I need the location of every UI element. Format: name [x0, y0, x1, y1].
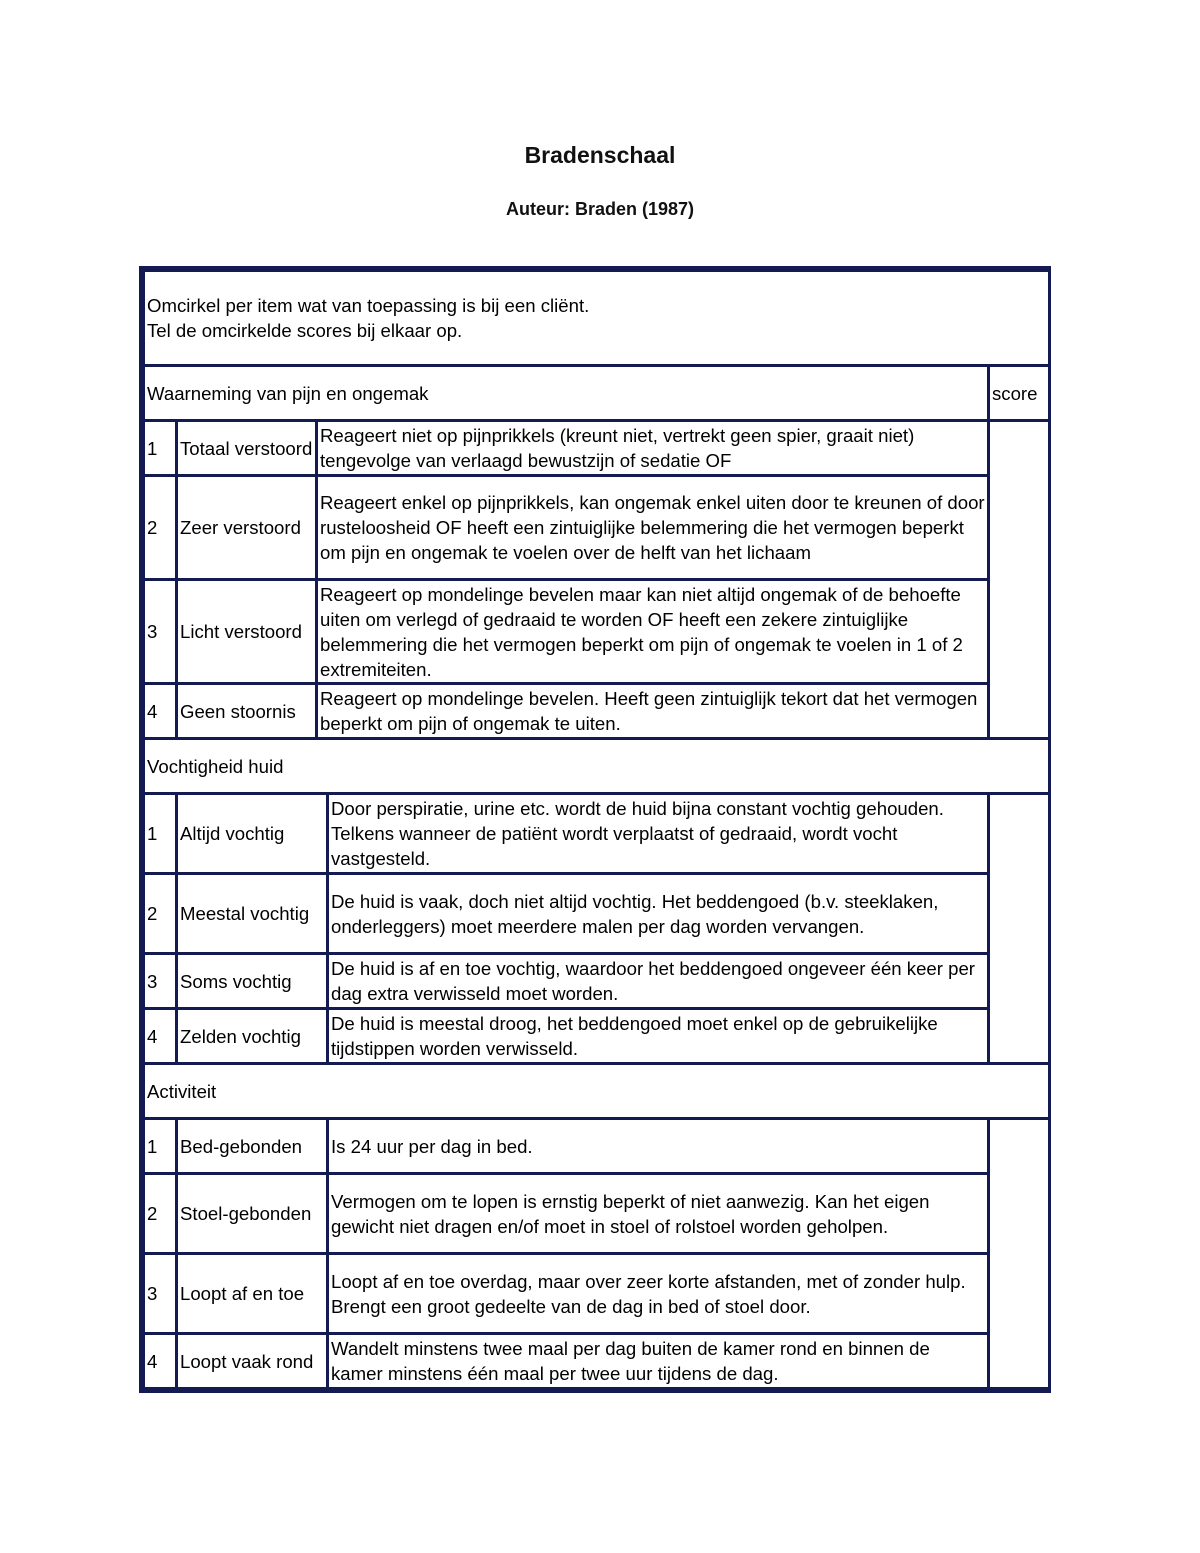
table-row — [144, 580, 1050, 684]
item-label: Geen stoornis — [177, 684, 317, 739]
braden-scale-table-frame — [139, 266, 1051, 1393]
item-description: Reageert op mondelinge bevelen maar kan niet altijd ongemak of de behoefte uiten om verlegd of gedraaid te worden OF heeft een zekere zintuiglijke belemmering die het vermogen beperkt om pijn of ongemak te voelen in 1 of 2 extremiteiten. — [317, 580, 989, 684]
section-header-row — [144, 366, 1050, 421]
table-row — [144, 874, 1050, 954]
item-description: De huid is meestal droog, het beddengoed moet enkel op de gebruikelijke tijdstippen worden verwisseld. — [328, 1009, 989, 1064]
item-label: Totaal verstoord — [177, 421, 317, 476]
table-row — [144, 1119, 1050, 1174]
score-cell-pain[interactable] — [989, 421, 1050, 739]
item-description: Vermogen om te lopen is ernstig beperkt of niet aanwezig. Kan het eigen gewicht niet dragen en/of moet in stoel of rolstoel worden geholpen. — [328, 1174, 989, 1254]
item-number: 3 — [144, 1254, 177, 1334]
item-number: 1 — [144, 421, 177, 476]
item-number: 2 — [144, 1174, 177, 1254]
score-cell-moisture[interactable] — [989, 794, 1050, 1064]
table-row — [144, 954, 1050, 1009]
item-number: 4 — [144, 1334, 177, 1389]
table-row — [144, 1174, 1050, 1254]
section-title-activity: Activiteit — [144, 1064, 1050, 1119]
section-header-row — [144, 739, 1050, 794]
instruction-line-1: Omcirkel per item wat van toepassing is bij een cliënt. — [147, 295, 590, 316]
item-number: 2 — [144, 476, 177, 580]
section-title-moisture: Vochtigheid huid — [144, 739, 1050, 794]
section-header-row — [144, 1064, 1050, 1119]
item-label: Zeer verstoord — [177, 476, 317, 580]
item-label: Bed-gebonden — [177, 1119, 328, 1174]
score-column-header: score — [989, 366, 1050, 421]
item-label: Soms vochtig — [177, 954, 328, 1009]
item-description: De huid is vaak, doch niet altijd vochtig. Het beddengoed (b.v. steeklaken, onderleggers) moet meerdere malen per dag worden vervangen. — [328, 874, 989, 954]
item-number: 3 — [144, 954, 177, 1009]
table-row — [144, 1009, 1050, 1064]
item-label: Loopt af en toe — [177, 1254, 328, 1334]
instructions-row — [144, 271, 1050, 366]
item-number: 4 — [144, 684, 177, 739]
item-description: Loopt af en toe overdag, maar over zeer korte afstanden, met of zonder hulp. Brengt een groot gedeelte van de dag in bed of stoel door. — [328, 1254, 989, 1334]
table-row — [144, 684, 1050, 739]
instructions-cell — [144, 271, 1050, 366]
item-label: Zelden vochtig — [177, 1009, 328, 1064]
item-label: Altijd vochtig — [177, 794, 328, 874]
item-number: 1 — [144, 1119, 177, 1174]
item-label: Loopt vaak rond — [177, 1334, 328, 1389]
author-subtitle: Auteur: Braden (1987) — [505, 199, 695, 219]
table-row — [144, 421, 1050, 476]
page-title: Bradenschaal — [524, 142, 676, 168]
item-description: Is 24 uur per dag in bed. — [328, 1119, 989, 1174]
braden-scale-table — [142, 269, 1051, 1390]
item-number: 3 — [144, 580, 177, 684]
item-description: Wandelt minstens twee maal per dag buiten de kamer rond en binnen de kamer minstens één maal per twee uur tijdens de dag. — [328, 1334, 989, 1389]
table-row — [144, 476, 1050, 580]
item-description: Reageert enkel op pijnprikkels, kan ongemak enkel uiten door te kreunen of door rusteloosheid OF heeft een zintuiglijke belemmering die het vermogen beperkt om pijn en ongemak te voelen over de helft van het lichaam — [317, 476, 989, 580]
score-cell-activity[interactable] — [989, 1119, 1050, 1389]
item-label: Stoel-gebonden — [177, 1174, 328, 1254]
item-label: Licht verstoord — [177, 580, 317, 684]
table-row — [144, 794, 1050, 874]
item-number: 4 — [144, 1009, 177, 1064]
item-number: 2 — [144, 874, 177, 954]
item-description: De huid is af en toe vochtig, waardoor het beddengoed ongeveer één keer per dag extra verwisseld moet worden. — [328, 954, 989, 1009]
item-description: Door perspiratie, urine etc. wordt de huid bijna constant vochtig gehouden. Telkens wanneer de patiënt wordt verplaatst of gedraaid, wordt vocht vastgesteld. — [328, 794, 989, 874]
section-title-pain: Waarneming van pijn en ongemak — [144, 366, 989, 421]
table-row — [144, 1334, 1050, 1389]
table-row — [144, 1254, 1050, 1334]
item-number: 1 — [144, 794, 177, 874]
item-label: Meestal vochtig — [177, 874, 328, 954]
instruction-line-2: Tel de omcirkelde scores bij elkaar op. — [147, 320, 463, 341]
item-description: Reageert niet op pijnprikkels (kreunt niet, vertrekt geen spier, graait niet) tengevolge van verlaagd bewustzijn of sedatie OF — [317, 421, 989, 476]
item-description: Reageert op mondelinge bevelen. Heeft geen zintuiglijk tekort dat het vermogen beperkt om pijn of ongemak te uiten. — [317, 684, 989, 739]
